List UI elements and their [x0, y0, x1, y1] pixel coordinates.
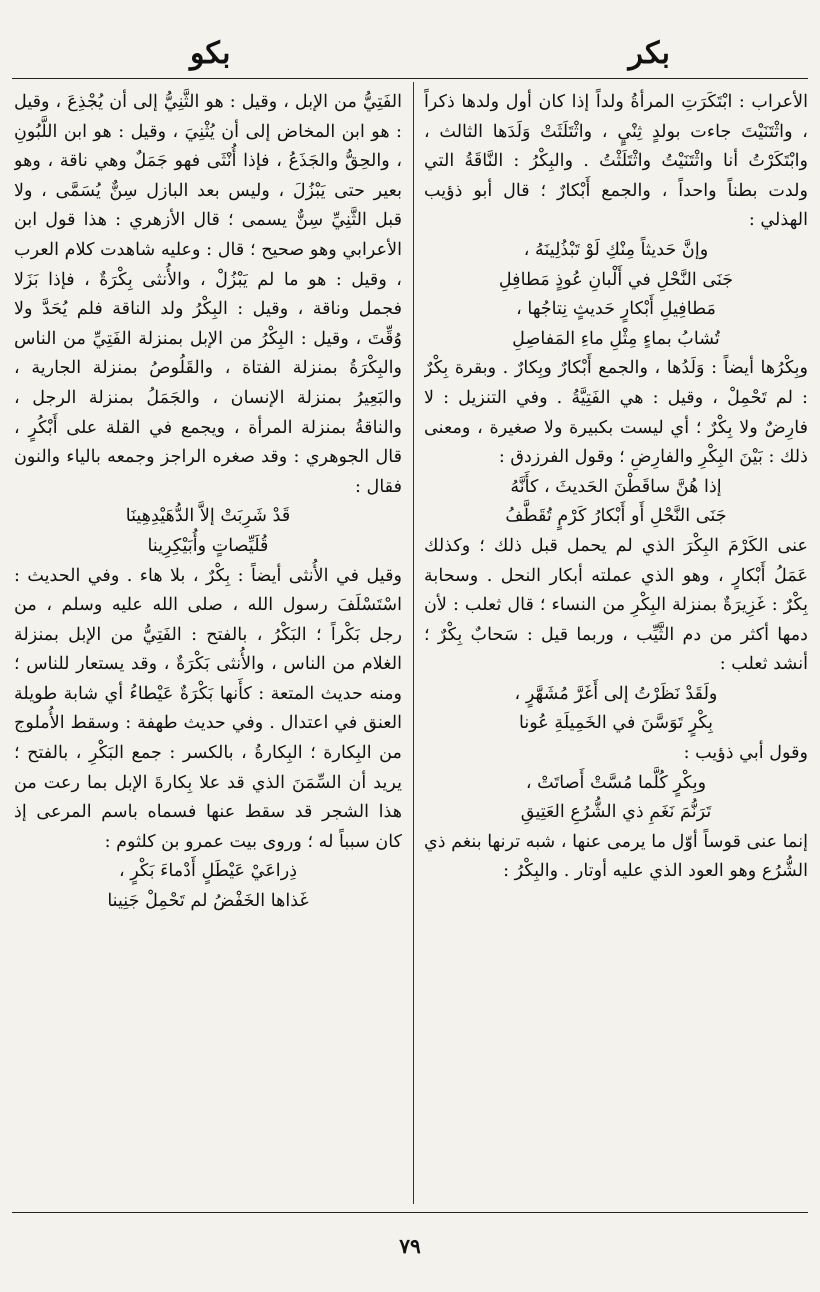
paragraph: الفَتِيُّ من الإبل ، وقيل : هو الثَّنِيُّ إلى أن يُجْذِعَ ، وقيل : هو ابن المخاض إلى أن يُثْنِيَ ، وقيل : هو ابن اللَّبُونِ ، والحِقُّ والجَذَعُ ، فإذا أُنْثَى فهو جَمَلٌ وهي ناقة ، وهو بعير حتى يَبْزُلَ ، وليس بعد البازل سِنٌّ يُسَمَّى ، ولا قبل الثَّنِيِّ سِنٌّ يسمى ؛ قال الأزهري : هذا قول ابن الأعرابي وهو صحيح ؛ قال : وعليه شاهدت كلام العرب ، وقيل : هو ما لم يَبْزُلْ ، والأُنثى بِكْرَةٌ ، فإذا بَزَلا فجمل وناقة ، وقيل : البِكْرُ ولد الناقة فلم يُحَدَّ ولا وُقِّتَ ، وقيل : البِكْرُ من الإبل بمنزلة الفَتِيِّ من الناس والبِكْرَةُ بمنزلة الفتاة ، والقَلُوصُ بمنزلة الجارية ، والبَعِيرُ بمنزلة الإنسان ، والجَمَلُ بمنزلة الرجل ، والناقةُ بمنزلة المرأة ، ويجمع في القلة على أَبْكُرٍ ، قال الجوهري : وقد صغره الراجز وجمعه بالياء والنون فقال : — [14, 92, 402, 497]
column-divider — [413, 82, 414, 1204]
header-rule — [12, 78, 808, 79]
paragraph: إنما عنى قوساً أوّل ما يرمى عنها ، شبه ترنها بنغم ذي الشُّرُع وهو العود الذي عليه أوتار . والبِكْرُ : — [424, 831, 808, 882]
verse-line: قَدْ شَرِبَتْ إلاَّ الدُّهَيْدِهِينَا — [125, 506, 291, 527]
verse-line: وإنَّ حَديثاً مِنْكِ لَوْ تَبْذُلِينَهُ ، — [523, 239, 709, 260]
verse-line: جَنَى النَّحْلِ أَو أَبْكارُ كَرْمٍ تُقَطَّفُ — [505, 506, 727, 527]
paragraph: وبِكْرُها أيضاً : وَلَدُها ، والجمع أَبْكارٌ وبِكارٌ . وبقرة بِكْرٌ : لم تَحْمِلْ ، وقيل : هي الفَتِيَّةُ . وفي التنزيل : لا فارِضٌ ولا بِكْرٌ ؛ أي ليست بكبيرة ولا صغيرة ، ومعنى ذلك : بَيْنَ البِكْرِ والفارِضِ ؛ وقول الفرزدق : — [424, 358, 808, 468]
paragraph: وقيل في الأُنثى أيضاً : بِكْرٌ ، بلا هاء . وفي الحديث : اسْتَسْلَفَ رسول الله ، صلى الله عليه وسلم ، من رجل بَكْراً ؛ البَكْرُ ، بالفتح : الفَتِيُّ من الإبل بمنزلة الغلام من الناس ، والأُنثى بَكْرَةٌ ، وقد يستعار للناس ؛ ومنه حديث المتعة : كأَنها بَكْرَةٌ عَيْطاءُ أي شابة طويلة العنق في اعتدال . وفي حديث طهفة : وسقط الأُملوج من البِكارة ؛ البِكارةُ ، بالكسر : جمع البَكْرِ ، بالفتح ؛ يريد أن السِّمَنَ الذي قد علا بِكارةَ الإبل بما رعت من هذا الشجر قد سقط عنها فسماه باسم المرعى إذ كان سبباً له ؛ وروى بيت عمرو بن كلثوم : — [14, 565, 402, 852]
paragraph: الأعراب : ابْتَكَرَتِ المرأةُ ولداً إذا كان أول ولدها ذكراً ، واثْتَنَيْتَ جاءت بولدٍ ثِنْيٍ ، واثْتَلَثَتْ وَلَدَها الثالث ، وابْتَكَرْتُ أنا واثْتَنَيْتُ واثْتَلَثْتُ . والبِكْرُ : النَّاقَةُ التي ولدت بطناً واحداً ، والجمع أَبْكارٌ ؛ قال أبو ذؤيب الهذلي : — [424, 92, 808, 231]
verse-line: مَطافِيلِ أَبْكارٍ حَديثٍ نِتاجُها ، — [516, 299, 716, 320]
paragraph: وقول أبي ذؤيب : — [683, 743, 808, 764]
header-entry-left: بكو — [190, 36, 231, 71]
verse-line: تُشابُ بماءٍ مِثْلِ ماءِ المَفاصِلِ — [512, 328, 720, 349]
verse-line: قُلَيِّصاتٍ وأُبَيْكِرِينا — [147, 535, 269, 556]
verse-line: تَرَنُّمَ نَغَمِ ذي الشُّرُعِ العَتِيقِ — [520, 802, 712, 823]
verse-line: غَذاها الخَفْضُ لم تَحْمِلْ جَنِينا — [107, 891, 309, 912]
left-column — [14, 88, 402, 1203]
verse-line: وبِكْرٍ كُلَّما مُسَّتْ أَصاتَتْ ، — [525, 772, 707, 793]
footer-rule — [12, 1212, 808, 1213]
paragraph: عنى الكَرْمَ البِكْرَ الذي لم يحمل قبل ذلك ؛ وكذلك عَمَلُ أَبْكارٍ ، وهو الذي عملته أبكار النحل . وسحابة بِكْرٌ : غَزِيرَةٌ بمنزلة البِكْرِ من النساء ؛ قال ثعلب : لأن دمها أكثر من دم الثَّيِّب ، وربما قيل : سَحابٌ بِكْرٌ ؛ أنشد ثعلب : — [424, 535, 808, 675]
verse-line: ذِراعَيْ عَيْطَلٍ أَدْماءَ بَكْرٍ ، — [118, 861, 298, 882]
verse-line: إذا هُنَّ ساقَطْنَ الحَديثَ ، كأَنَّهُ — [510, 476, 722, 497]
verse-line: جَنَى النَّحْلِ في أَلْبانِ عُوذٍ مَطافِلِ — [498, 269, 734, 290]
header-entry-right: بكر — [628, 36, 670, 71]
verse-line: بِكْرٍ تَوَسَّنَ في الخَمِيلَةِ عُونا — [518, 713, 714, 734]
verse-line: ولَقَدْ نَظَرْتُ إلى أَغَرَّ مُشَهَّرٍ ، — [514, 683, 718, 704]
right-column — [424, 88, 808, 1203]
page-number: ٧٩ — [399, 1234, 421, 1258]
